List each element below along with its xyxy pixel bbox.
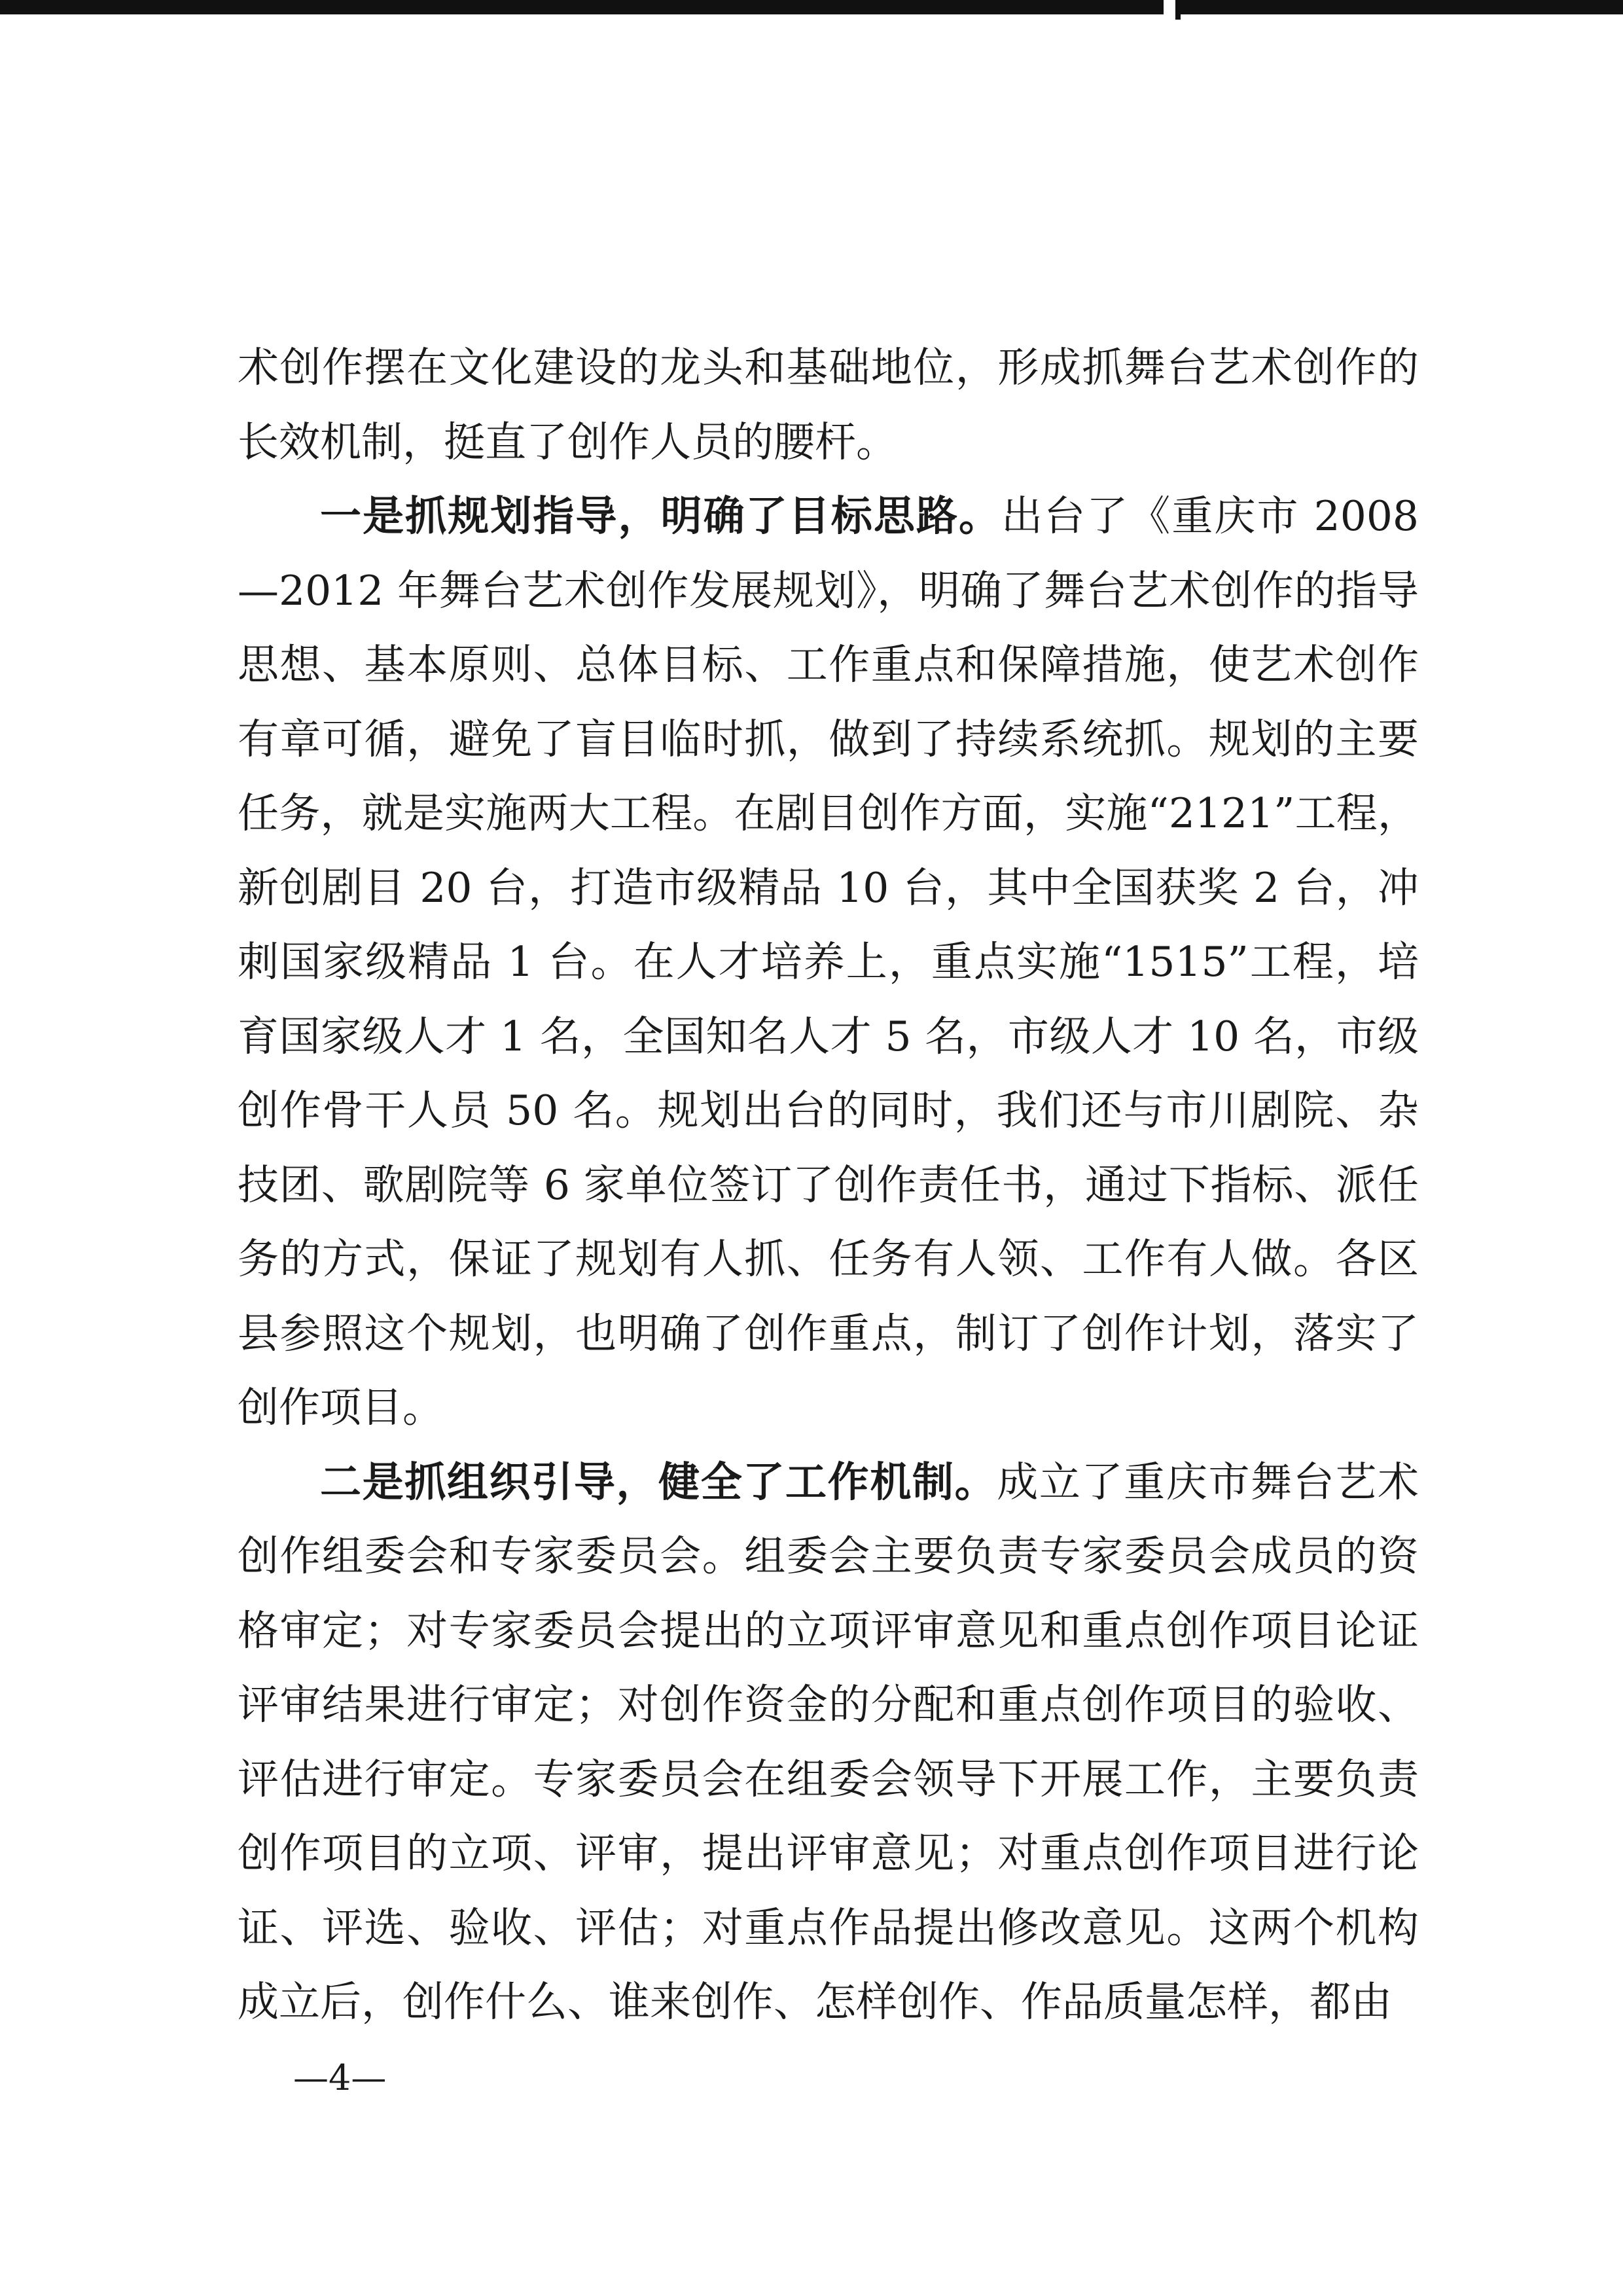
paragraph-organization-guidance	[238, 1445, 1419, 2039]
paragraph-continuation	[238, 331, 1419, 479]
paragraph-text: 术创作摆在文化建设的龙头和基础地位，形成抓舞台艺术创作的长效机制，挺直了创作人员的腰杆。	[238, 344, 1419, 466]
paragraph-text: 出台了《重庆市 2008—2012 年舞台艺术创作发展规划》，明确了舞台艺术创作的指导思想、基本原则、总体目标、工作重点和保障措施，使艺术创作有章可循，避免了盲目临时抓，做到了持续系统抓。规划的主要任务，就是实施两大工程。在剧目创作方面，实施“2121”工程，新创剧目 20 台，打造市级精品 10 台，其中全国获奖 2 台，冲刺国家级精品 1 台。在人才培养上，重点实施“1515”工程，培育国家级人才 1 名，全国知名人才 5 名，市级人才 10 名，市级创作骨干人员 50 名。规划出台的同时，我们还与市川剧院、杂技团、歌剧院等 6 家单位签订了创作责任书，通过下指标、派任务的方式，保证了规划有人抓、任务有人领、工作有人做。各区县参照这个规划，也明确了创作重点，制订了创作计划，落实了创作项目。	[238, 492, 1419, 1431]
scan-top-border	[0, 0, 1623, 14]
paragraph-lead-heading: 一是抓规划指导，明确了目标思路。	[320, 492, 1002, 540]
page-number: —4—	[293, 2057, 387, 2098]
scan-border-tick	[1175, 0, 1181, 20]
paragraph-lead-heading: 二是抓组织引导，健全了工作机制。	[320, 1458, 997, 1506]
scan-border-gap	[1164, 0, 1175, 20]
paragraph-planning-guidance	[238, 479, 1419, 1445]
document-body	[238, 331, 1419, 2039]
paragraph-text: 成立了重庆市舞台艺术创作组委会和专家委员会。组委会主要负责专家委员会成员的资格审定；对专家委员会提出的立项评审意见和重点创作项目论证评审结果进行审定；对创作资金的分配和重点创作项目的验收、评估进行审定。专家委员会在组委会领导下开展工作，主要负责创作项目的立项、评审，提出评审意见；对重点创作项目进行论证、评选、验收、评估；对重点作品提出修改意见。这两个机构成立后，创作什么、谁来创作、怎样创作、作品质量怎样，都由	[238, 1458, 1419, 2026]
